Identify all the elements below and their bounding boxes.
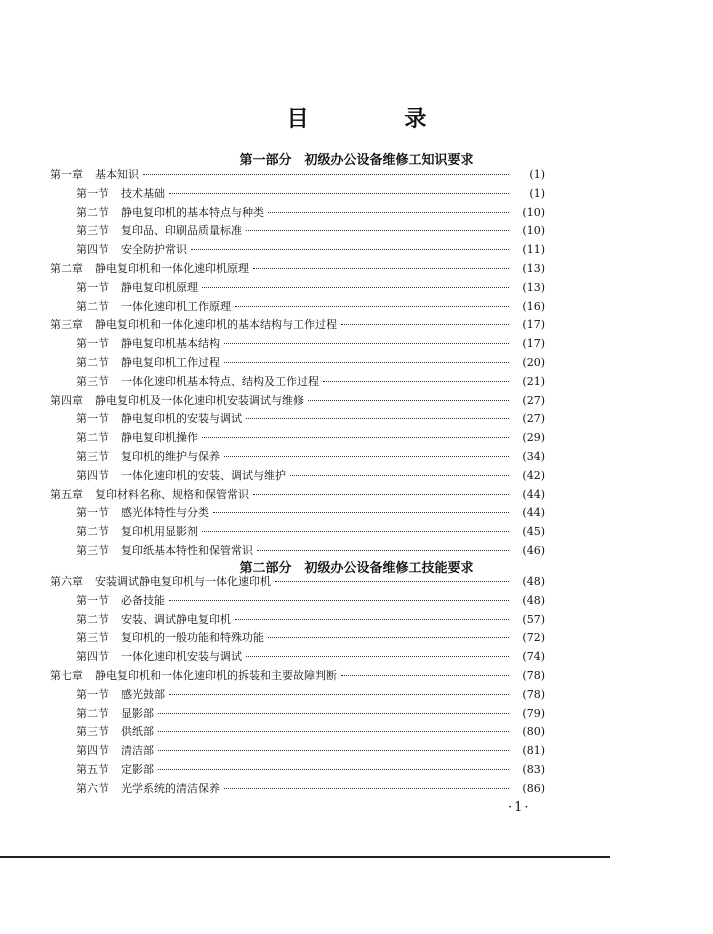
toc-entry-title: 必备技能	[121, 593, 165, 607]
toc-entry-page: (27)	[522, 412, 545, 426]
toc-entry-title: 安全防护常识	[121, 243, 187, 257]
toc-entry-title: 感光鼓部	[121, 687, 165, 701]
toc-section-row	[76, 544, 545, 558]
toc-section-row	[76, 224, 545, 238]
toc-dot-leader	[191, 249, 509, 250]
toc-entry-page: (48)	[522, 593, 545, 607]
toc-dot-leader	[253, 268, 509, 269]
toc-dot-leader	[213, 512, 509, 513]
toc-entry-title: 技术基础	[121, 186, 165, 200]
toc-entry-page: (48)	[522, 575, 545, 588]
toc-entry-number: 第四节	[76, 468, 109, 482]
toc-section-row	[76, 782, 545, 796]
toc-entry-number: 第三节	[76, 631, 109, 645]
toc-entry-number: 第三节	[76, 224, 109, 238]
toc-entry-number: 第二节	[76, 706, 109, 720]
toc-entry-number: 第一节	[76, 337, 109, 351]
part-heading-2: 第二部分 初级办公设备维修工技能要求	[239, 561, 474, 576]
toc-entry-number: 第二节	[76, 525, 109, 539]
toc-entry-page: (45)	[522, 525, 545, 539]
toc-entry-page: (86)	[522, 781, 545, 795]
toc-entry-number: 第五章	[50, 487, 83, 501]
toc-section-row	[76, 506, 545, 520]
toc-entry-title: 安装、调试静电复印机	[121, 612, 231, 626]
toc-section-row	[76, 631, 545, 645]
toc-dot-leader	[308, 400, 509, 401]
toc-entry-number: 第二节	[76, 612, 109, 626]
toc-dot-leader	[224, 788, 509, 789]
toc-section-row	[76, 707, 545, 721]
toc-entry-number: 第一章	[50, 168, 83, 181]
toc-entry-title: 静电复印机工作过程	[121, 356, 220, 369]
page-bottom-rule	[0, 856, 610, 858]
toc-entry-title: 一体化速印机工作原理	[121, 299, 231, 313]
toc-entry-number: 第四节	[76, 650, 109, 664]
toc-dot-leader	[224, 343, 509, 344]
toc-entry-page: (20)	[522, 356, 545, 369]
toc-dot-leader	[202, 287, 509, 288]
toc-section-row	[76, 337, 545, 351]
toc-entry-page: (17)	[522, 318, 545, 332]
toc-entry-title: 安装调试静电复印机与一体化速印机	[95, 575, 271, 588]
toc-chapter-row	[50, 669, 545, 683]
toc-section-row	[76, 688, 545, 702]
toc-entry-number: 第六节	[76, 781, 109, 795]
toc-entry-number: 第四节	[76, 243, 109, 257]
toc-entry-page: (83)	[522, 763, 545, 776]
toc-section-row	[76, 375, 545, 389]
toc-entry-title: 清洁部	[121, 744, 154, 758]
toc-dot-leader	[341, 675, 509, 676]
toc-entry-number: 第四节	[76, 744, 109, 758]
toc-entry-number: 第一节	[76, 280, 109, 294]
part-heading-1: 第一部分 初级办公设备维修工知识要求	[239, 153, 474, 168]
toc-dot-leader	[235, 619, 509, 620]
toc-dot-leader	[235, 306, 509, 307]
toc-entry-title: 供纸部	[121, 725, 154, 739]
toc-entry-number: 第二节	[76, 205, 109, 219]
toc-entry-page: (80)	[522, 725, 545, 739]
toc-dot-leader	[246, 418, 509, 419]
page-title: 目 录	[286, 106, 471, 132]
toc-entry-title: 静电复印机的基本特点与种类	[121, 205, 264, 219]
toc-entry-number: 第二节	[76, 299, 109, 313]
toc-entry-number: 第一节	[76, 186, 109, 200]
toc-entry-page: (1)	[529, 186, 545, 200]
toc-section-row	[76, 744, 545, 758]
toc-entry-number: 第一节	[76, 506, 109, 520]
toc-entry-page: (11)	[522, 243, 545, 257]
toc-dot-leader	[268, 212, 509, 213]
toc-entry-title: 静电复印机和一体化速印机原理	[95, 262, 249, 275]
toc-section-row	[76, 613, 545, 627]
toc-entry-page: (10)	[522, 205, 545, 219]
toc-entry-page: (13)	[522, 262, 545, 275]
toc-entry-title: 感光体特性与分类	[121, 506, 209, 520]
toc-dot-leader	[224, 456, 509, 457]
toc-entry-title: 静电复印机基本结构	[121, 337, 220, 351]
toc-entry-page: (16)	[522, 299, 545, 313]
toc-entry-number: 第二节	[76, 356, 109, 369]
toc-dot-leader	[169, 193, 509, 194]
toc-entry-page: (44)	[522, 487, 545, 501]
toc-section-row	[76, 187, 545, 201]
toc-section-row	[76, 243, 545, 257]
toc-entry-page: (72)	[522, 631, 545, 645]
toc-entry-page: (79)	[522, 706, 545, 720]
toc-entry-title: 复印机用显影剂	[121, 525, 198, 539]
toc-dot-leader	[143, 174, 509, 175]
toc-entry-number: 第一节	[76, 687, 109, 701]
toc-entry-title: 一体化速印机的安装、调试与维护	[121, 468, 286, 482]
toc-dot-leader	[341, 324, 509, 325]
toc-section-row	[76, 412, 545, 426]
toc-dot-leader	[202, 531, 509, 532]
toc-section-row	[76, 469, 545, 483]
toc-entry-title: 静电复印机的安装与调试	[121, 412, 242, 426]
toc-entry-title: 定影部	[121, 763, 154, 776]
toc-dot-leader	[246, 656, 509, 657]
toc-entry-page: (78)	[522, 669, 545, 682]
toc-entry-title: 一体化速印机安装与调试	[121, 650, 242, 664]
toc-section-row	[76, 763, 545, 777]
toc-dot-leader	[275, 581, 509, 582]
toc-entry-title: 复印品、印刷品质量标准	[121, 224, 242, 238]
toc-entry-number: 第三章	[50, 318, 83, 332]
toc-chapter-row	[50, 262, 545, 276]
toc-dot-leader	[169, 694, 509, 695]
toc-dot-leader	[224, 362, 509, 363]
toc-entry-title: 光学系统的清洁保养	[121, 781, 220, 795]
page-number: ·1·	[508, 800, 531, 815]
toc-chapter-row	[50, 488, 545, 502]
toc-dot-leader	[169, 600, 509, 601]
toc-entry-title: 基本知识	[95, 168, 139, 181]
toc-section-row	[76, 281, 545, 295]
toc-section-row	[76, 450, 545, 464]
toc-dot-leader	[158, 713, 509, 714]
toc-entry-page: (21)	[522, 374, 545, 388]
toc-entry-number: 第六章	[50, 575, 83, 588]
toc-entry-number: 第二章	[50, 262, 83, 275]
toc-entry-page: (17)	[522, 337, 545, 351]
toc-entry-page: (74)	[522, 650, 545, 664]
toc-dot-leader	[158, 731, 509, 732]
toc-entry-page: (1)	[529, 168, 545, 181]
toc-section-row	[76, 525, 545, 539]
toc-entry-title: 静电复印机和一体化速印机的基本结构与工作过程	[95, 318, 337, 332]
toc-section-row	[76, 594, 545, 608]
toc-entry-number: 第三节	[76, 374, 109, 388]
toc-entry-number: 第三节	[76, 544, 109, 557]
toc-entry-title: 复印材料名称、规格和保管常识	[95, 487, 249, 501]
toc-section-row	[76, 300, 545, 314]
toc-entry-number: 第一节	[76, 593, 109, 607]
toc-dot-leader	[268, 637, 509, 638]
toc-dot-leader	[253, 494, 509, 495]
toc-entry-page: (27)	[522, 393, 545, 407]
toc-dot-leader	[246, 230, 509, 231]
toc-entry-page: (13)	[522, 280, 545, 294]
toc-dot-leader	[158, 750, 509, 751]
toc-entry-page: (78)	[522, 687, 545, 701]
toc-section-row	[76, 650, 545, 664]
toc-entry-page: (57)	[522, 612, 545, 626]
toc-section-row	[76, 431, 545, 445]
toc-chapter-row	[50, 318, 545, 332]
toc-entry-page: (44)	[522, 506, 545, 520]
toc-chapter-row	[50, 394, 545, 408]
toc-entry-title: 复印纸基本特性和保管常识	[121, 544, 253, 557]
toc-entry-number: 第四章	[50, 393, 83, 407]
toc-entry-page: (46)	[522, 544, 545, 557]
toc-entry-title: 静电复印机原理	[121, 280, 198, 294]
toc-entry-number: 第三节	[76, 450, 109, 463]
toc-entry-title: 静电复印机和一体化速印机的拆装和主要故障判断	[95, 669, 337, 682]
toc-entry-title: 一体化速印机基本特点、结构及工作过程	[121, 374, 319, 388]
toc-entry-number: 第五节	[76, 763, 109, 776]
toc-chapter-row	[50, 168, 545, 182]
toc-entry-page: (29)	[522, 431, 545, 445]
toc-entry-page: (34)	[522, 450, 545, 463]
toc-chapter-row	[50, 575, 545, 589]
toc-dot-leader	[290, 475, 509, 476]
toc-entry-title: 复印机的维护与保养	[121, 450, 220, 463]
toc-entry-title: 显影部	[121, 706, 154, 720]
toc-section-row	[76, 356, 545, 370]
toc-entry-number: 第二节	[76, 431, 109, 445]
toc-section-row	[76, 206, 545, 220]
toc-dot-leader	[202, 437, 509, 438]
toc-entry-title: 静电复印机操作	[121, 431, 198, 445]
toc-dot-leader	[158, 769, 509, 770]
toc-dot-leader	[257, 550, 509, 551]
toc-entry-number: 第三节	[76, 725, 109, 739]
toc-entry-title: 静电复印机及一体化速印机安装调试与维修	[95, 393, 304, 407]
toc-dot-leader	[323, 381, 509, 382]
toc-entry-page: (81)	[522, 744, 545, 758]
toc-entry-page: (42)	[522, 468, 545, 482]
toc-entry-page: (10)	[522, 224, 545, 238]
toc-entry-title: 复印机的一般功能和特殊功能	[121, 631, 264, 645]
toc-section-row	[76, 725, 545, 739]
toc-entry-number: 第一节	[76, 412, 109, 426]
toc-entry-number: 第七章	[50, 669, 83, 682]
